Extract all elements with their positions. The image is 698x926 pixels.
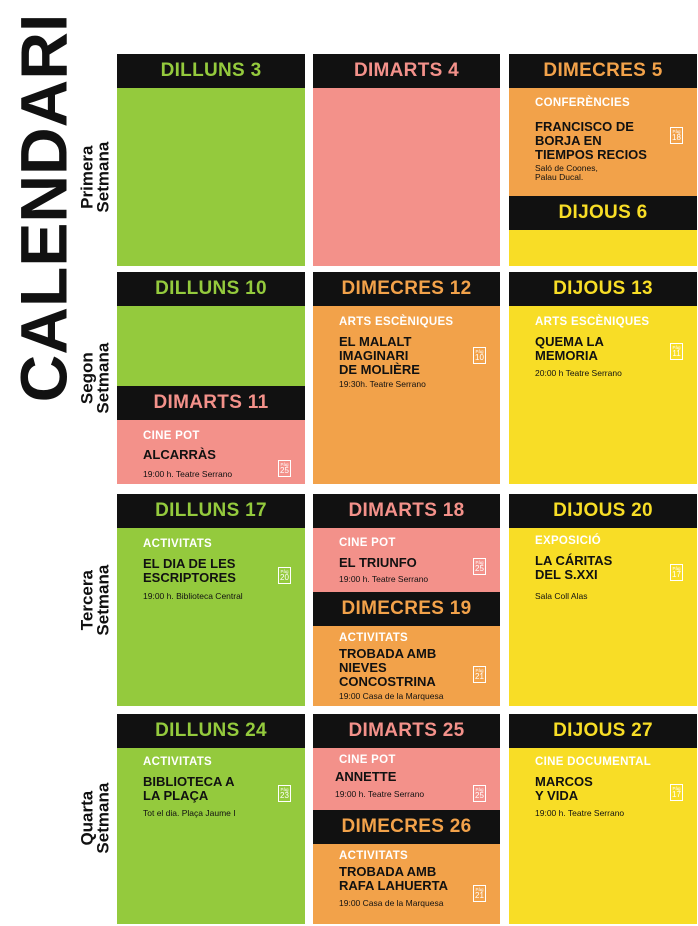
event-title: EL TRIUNFO: [339, 555, 417, 570]
event-info: 19:00 h. Teatre Serrano: [143, 469, 233, 479]
day-header: DIJOUS 20: [509, 494, 697, 528]
day-cell-dijous-27[interactable]: [509, 714, 697, 924]
event-title: TROBADA AMB RAFA LAHUERTA: [339, 864, 449, 893]
day-header: DIMARTS 18: [313, 494, 500, 528]
event-info: 19:00 h. Teatre Serrano: [339, 574, 429, 584]
day-cell-dimarts-25[interactable]: [313, 714, 500, 810]
event-category: CINE POT: [339, 754, 396, 766]
day-cell-dilluns-3[interactable]: [117, 54, 305, 266]
event-category: ACTIVITATS: [143, 538, 213, 550]
week-label-4: Quarta Setmana: [76, 782, 112, 854]
event-category: CONFERÈNCIES: [535, 97, 630, 109]
day-cell-dimecres-19[interactable]: [313, 592, 500, 706]
page-badge[interactable]: Pàg 25: [278, 460, 291, 477]
event-category: CINE POT: [339, 537, 396, 549]
day-header: DILLUNS 10: [117, 272, 305, 306]
event-title: ALCARRÀS: [143, 447, 216, 462]
event-info: Tot el dia. Plaça Jaume I: [143, 808, 236, 818]
day-cell-dilluns-10[interactable]: [117, 272, 305, 386]
day-header: DILLUNS 3: [117, 54, 305, 88]
event-info: 19:00 h. Teatre Serrano: [335, 789, 425, 799]
event-title: FRANCISCO DE BORJA EN TIEMPOS RECIOS: [535, 119, 647, 162]
page-badge[interactable]: Pàg 17: [670, 564, 683, 581]
day-header: DIJOUS 6: [509, 196, 697, 230]
event-info: Sala Coll Alas: [535, 591, 588, 601]
event-title: BIBLIOTECA A LA PLAÇA: [143, 774, 235, 803]
event-info: Saló de Coones, Palau Ducal.: [535, 163, 598, 182]
day-cell-dimarts-11[interactable]: [117, 386, 305, 484]
day-header: DIJOUS 13: [509, 272, 697, 306]
page-badge[interactable]: Pàg 18: [670, 127, 683, 144]
event-category: ACTIVITATS: [143, 756, 213, 768]
day-cell-dimarts-4[interactable]: [313, 54, 500, 266]
page-badge[interactable]: Pàg 21: [473, 666, 486, 683]
day-header: DIMECRES 19: [313, 592, 500, 626]
event-category: CINE POT: [143, 430, 200, 442]
event-title: QUEMA LA MEMORIA: [535, 334, 604, 363]
day-header: DIMECRES 5: [509, 54, 697, 88]
day-cell-dijous-20[interactable]: [509, 494, 697, 706]
event-info: 19:00 h. Teatre Serrano: [535, 808, 625, 818]
page-badge[interactable]: Pàg 25: [473, 785, 486, 802]
page-badge[interactable]: Pàg 23: [278, 785, 291, 802]
day-header: DILLUNS 17: [117, 494, 305, 528]
day-header: DIMECRES 26: [313, 810, 500, 844]
page-badge[interactable]: Pàg 20: [278, 567, 291, 584]
day-header: DIJOUS 27: [509, 714, 697, 748]
event-title: LA CÁRITAS DEL S.XXI: [535, 553, 613, 582]
event-info: 20:00 h Teatre Serrano: [535, 368, 622, 378]
page-badge[interactable]: Pàg 21: [473, 885, 486, 902]
day-cell-dimecres-26[interactable]: [313, 810, 500, 924]
event-title: MARCOS Y VIDA: [535, 774, 593, 803]
day-cell-dilluns-24[interactable]: [117, 714, 305, 924]
week-label-1: Primera Setmana: [76, 142, 112, 213]
event-info: 19:00 Casa de la Marquesa: [339, 691, 444, 701]
day-header: DIMARTS 4: [313, 54, 500, 88]
day-cell-dijous-13[interactable]: [509, 272, 697, 484]
calendar-title: CALENDARI: [6, 13, 80, 403]
day-cell-dimecres-5[interactable]: [509, 54, 697, 196]
event-category: CINE DOCUMENTAL: [535, 756, 652, 768]
event-info: 19:00 h. Biblioteca Central: [143, 591, 243, 601]
day-header: DIMARTS 25: [313, 714, 500, 748]
page-badge[interactable]: Pàg 10: [473, 347, 486, 364]
event-title: ANNETTE: [335, 769, 397, 784]
event-category: ACTIVITATS: [339, 632, 409, 644]
day-cell-dijous-6[interactable]: [509, 196, 697, 266]
day-cell-dimecres-12[interactable]: [313, 272, 500, 484]
page-badge[interactable]: Pàg 25: [473, 558, 486, 575]
event-title: TROBADA AMB NIEVES CONCOSTRINA: [339, 646, 437, 689]
day-header: DIMARTS 11: [117, 386, 305, 420]
week-label-3: Tercera Setmana: [76, 564, 112, 636]
day-cell-dilluns-17[interactable]: [117, 494, 305, 706]
event-category: EXPOSICIÓ: [535, 535, 601, 547]
page-badge[interactable]: Pàg 11: [670, 343, 683, 360]
event-category: ARTS ESCÈNIQUES: [339, 316, 454, 328]
event-category: ACTIVITATS: [339, 850, 409, 862]
day-cell-dimarts-18[interactable]: [313, 494, 500, 592]
event-title: EL DIA DE LES ESCRIPTORES: [143, 556, 236, 585]
page-badge[interactable]: Pàg 17: [670, 784, 683, 801]
event-title: EL MALALT IMAGINARI DE MOLIÈRE: [339, 334, 420, 377]
event-category: ARTS ESCÈNIQUES: [535, 316, 650, 328]
week-label-2: Segon Setmana: [76, 342, 112, 414]
day-header: DILLUNS 24: [117, 714, 305, 748]
day-header: DIMECRES 12: [313, 272, 500, 306]
event-info: 19:30h. Teatre Serrano: [339, 379, 426, 389]
event-info: 19:00 Casa de la Marquesa: [339, 898, 444, 908]
